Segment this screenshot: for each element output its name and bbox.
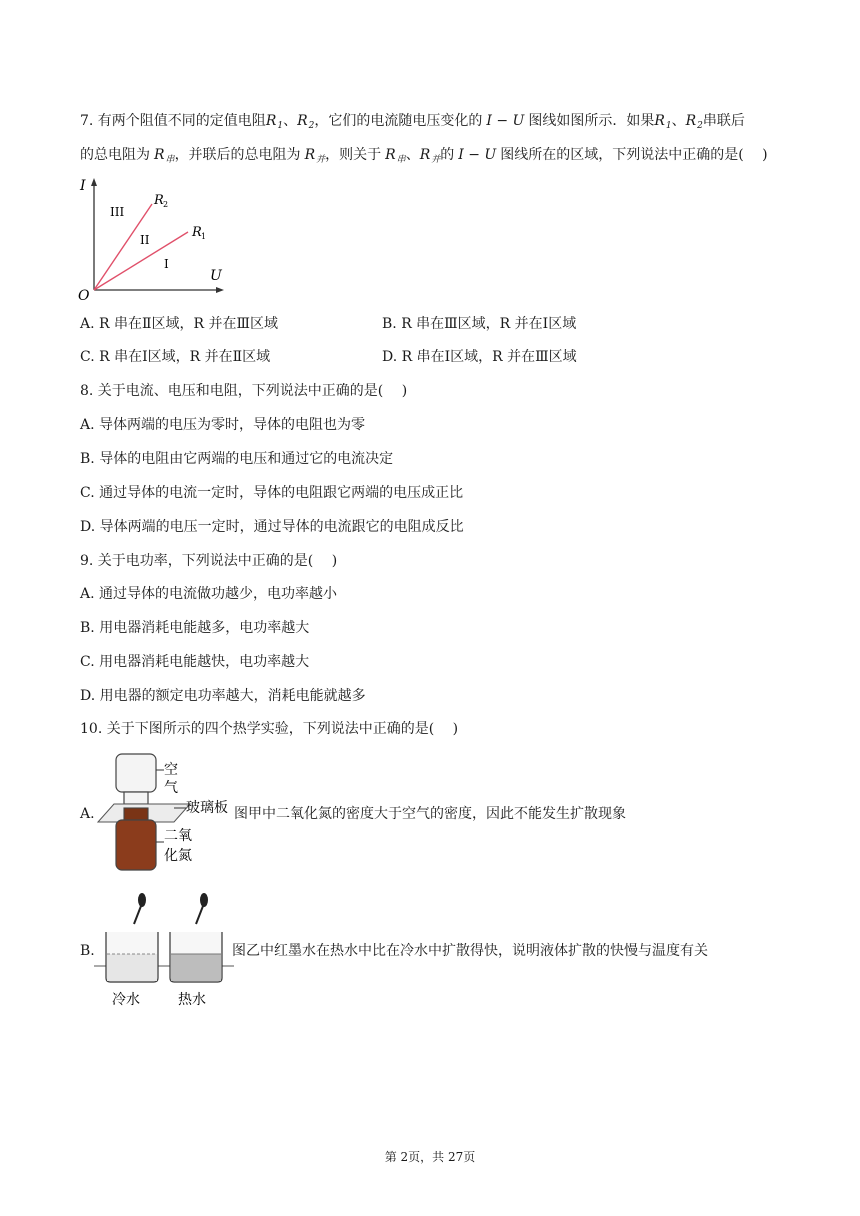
q7-text: 的	[440, 147, 455, 163]
air-label-1: 空	[164, 762, 178, 778]
q10-option-a-text: 图甲中二氧化氮的密度大于空气的密度，因此不能发生扩散现象	[234, 806, 626, 822]
region-1-label: I	[164, 257, 169, 271]
dropper-tube-hot	[196, 906, 203, 924]
q7-text-mid: ，它们的电流随电压变化的	[314, 113, 483, 129]
air-bottle-body	[116, 754, 156, 792]
q10-option-b-label: B.	[80, 943, 95, 959]
r2-label: R	[154, 193, 164, 208]
q7-text: ，则关于	[325, 147, 382, 163]
iu-symbol: I − U	[486, 113, 525, 129]
q8-option-a: A. 导体两端的电压为零时，导体的电阻也为零	[80, 417, 366, 433]
water-hot	[171, 954, 221, 981]
q7-option-a: A. R 串在Ⅱ区域，R 并在Ⅲ区域	[80, 316, 279, 332]
q7-stem-line1	[80, 110, 745, 134]
r-series-symbol: R	[385, 147, 396, 163]
q7-text-end: 串联后	[702, 113, 745, 129]
q8-option-d: D. 导体两端的电压一定时，通过导体的电流跟它的电阻成反比	[80, 519, 464, 535]
origin-label: O	[78, 288, 90, 304]
q8-option-b: B. 导体的电阻由它两端的电压和通过它的电流决定	[80, 451, 394, 467]
r2-sub: 2	[308, 121, 315, 131]
r2-symbol: R	[685, 113, 697, 129]
q9-stem: 9. 关于电功率，下列说法中正确的是( )	[80, 553, 338, 569]
hot-water-label: 热水	[178, 992, 206, 1008]
q8-stem: 8. 关于电流、电压和电阻，下列说法中正确的是( )	[80, 383, 408, 399]
r2-sub: 2	[697, 121, 703, 131]
r1-symbol: R	[265, 113, 277, 129]
q7-sep: 、	[671, 113, 686, 129]
r1-symbol: R	[654, 113, 665, 129]
q9-option-d: D. 用电器的额定电功率越大，消耗电能就越多	[80, 688, 366, 704]
x-axis-arrow	[216, 287, 224, 293]
q7-stem-line2	[80, 144, 768, 168]
q7-option-b: B. R 串在Ⅲ区域，R 并在Ⅰ区域	[382, 316, 577, 332]
r-parallel-symbol: R	[304, 147, 316, 163]
water-cold	[107, 954, 157, 981]
r-parallel-symbol: R	[419, 147, 431, 163]
no2-bottle-body	[116, 820, 156, 870]
no2-label-1: 二氧	[164, 828, 192, 844]
no2-bottle-neck	[124, 808, 148, 820]
r2-label-sub: 2	[163, 200, 169, 209]
r2-symbol: R	[297, 113, 308, 129]
dropper-tube-cold	[134, 906, 141, 924]
r1-sub: 1	[277, 121, 284, 131]
y-axis-arrow	[91, 178, 97, 186]
dropper-bulb-hot	[200, 893, 208, 907]
q7-sep: 、	[405, 147, 420, 163]
q8-option-c: C. 通过导体的电流一定时，导体的电阻跟它两端的电压成正比	[80, 485, 464, 501]
r-parallel-sub: 并	[316, 155, 326, 165]
dropper-bulb-cold	[138, 893, 146, 907]
r1-label-sub: 1	[201, 232, 207, 241]
r-parallel-sub: 并	[431, 155, 441, 165]
q7-text: 7. 有两个阻值不同的定值电阻	[80, 113, 266, 129]
q7-option-c: C. R 串在Ⅰ区域，R 并在Ⅱ区域	[80, 349, 271, 365]
r-series-sub: 串	[396, 155, 406, 165]
q10-option-b-text: 图乙中红墨水在热水中比在冷水中扩散得快，说明液体扩散的快慢与温度有关	[232, 943, 708, 959]
q9-option-c: C. 用电器消耗电能越快，电功率越大	[80, 654, 310, 670]
ink-diffusion-figure	[94, 890, 234, 1010]
gas-diffusion-figure	[94, 750, 244, 878]
iu-graph-figure	[74, 172, 234, 304]
axis-x-label: U	[210, 268, 222, 284]
r1-label: R	[192, 225, 202, 240]
air-bottle-neck	[124, 792, 148, 804]
q9-option-b: B. 用电器消耗电能越多，电功率越大	[80, 620, 310, 636]
page-footer: 第 2页，共 27页	[384, 1150, 476, 1164]
air-label-2: 气	[164, 780, 178, 796]
cold-water-label: 冷水	[112, 992, 140, 1008]
r-series-sub: 串	[165, 155, 175, 165]
r-series-symbol: R	[154, 147, 165, 163]
q7-text: ，并联后的总电阻为	[174, 147, 301, 163]
no2-label-2: 化氮	[164, 848, 192, 864]
q10-stem: 10. 关于下图所示的四个热学实验，下列说法中正确的是( )	[80, 721, 459, 737]
iu-symbol: I − U	[458, 147, 497, 163]
region-2-label: II	[140, 233, 150, 247]
q7-text-suffix: 图线如图所示．如果	[528, 113, 655, 129]
region-3-label: III	[110, 205, 125, 219]
q7-sep: 、	[283, 113, 298, 129]
q7-text: 图线所在的区域，下列说法中正确的是( )	[500, 147, 768, 163]
r1-sub: 1	[665, 121, 672, 131]
axis-y-label: I	[80, 178, 86, 194]
q9-option-a: A. 通过导体的电流做功越少，电功率越小	[80, 586, 338, 602]
q10-option-a-label: A.	[80, 806, 95, 822]
glass-label: 玻璃板	[186, 800, 228, 816]
q7-text: 的总电阻为	[80, 147, 150, 163]
q7-option-d: D. R 串在Ⅰ区域，R 并在Ⅲ区域	[382, 349, 577, 365]
